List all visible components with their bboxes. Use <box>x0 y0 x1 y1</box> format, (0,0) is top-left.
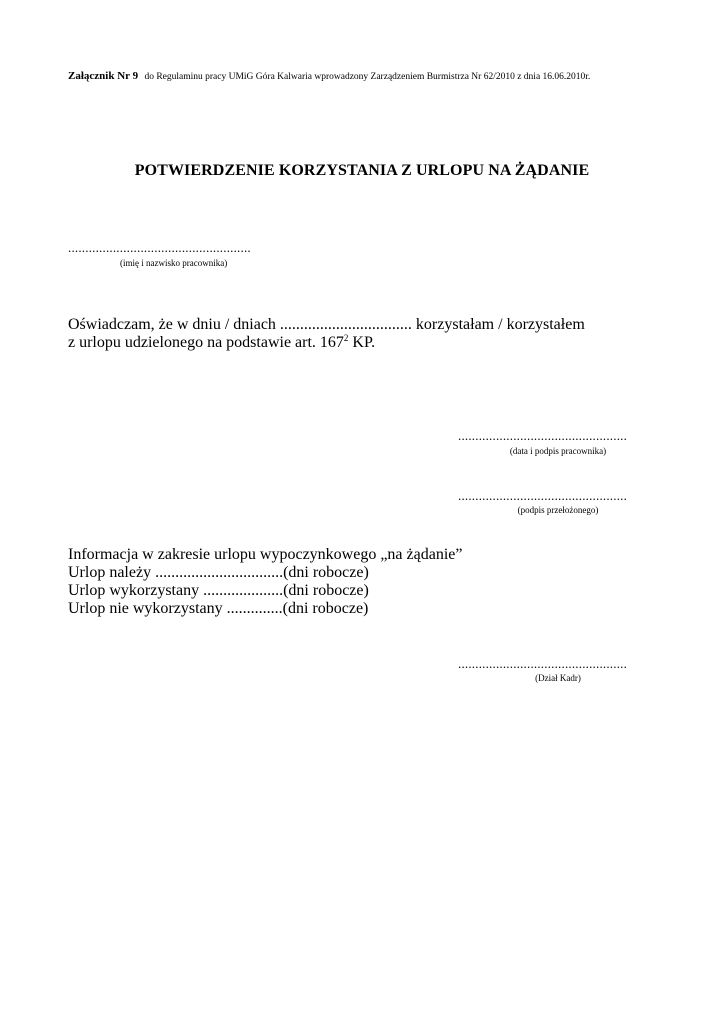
declaration-line-2 <box>68 333 375 352</box>
employee-signature-caption: (data i podpis pracownika) <box>509 446 607 456</box>
leave-entitled-row: Urlop należy ................................(dni robocze) <box>68 564 369 581</box>
attachment-text: do Regulaminu pracy UMiG Góra Kalwaria wprowadzony Zarządzeniem Burmistrza Nr 62/2010 z dnia 16.06.2010r. <box>144 72 591 82</box>
declaration-line-1: Oświadczam, że w dniu / dniach ................................. korzystałam / korzystałem <box>68 316 585 333</box>
supervisor-signature-caption: (podpis przełożonego) <box>517 505 599 515</box>
hr-signature-field: ................................................. <box>458 656 628 671</box>
hr-signature-caption: (Dział Kadr) <box>535 673 581 683</box>
attachment-label: Załącznik Nr 9 <box>68 70 139 82</box>
leave-info-title: Informacja w zakresie urlopu wypoczynkowego „na żądanie” <box>68 546 463 563</box>
employee-signature-field: ................................................. <box>458 428 628 443</box>
leave-unused-row: Urlop nie wykorzystany ..............(dni robocze) <box>68 600 369 617</box>
leave-used-row: Urlop wykorzystany ....................(dni robocze) <box>68 582 369 599</box>
declaration-article-superscript: 2 <box>343 333 349 343</box>
declaration-line-2-end: KP. <box>348 334 376 351</box>
document-title: POTWIERDZENIE KORZYSTANIA Z URLOPU NA ŻĄDANIE <box>134 162 590 179</box>
employee-name-field: ..................................................... <box>68 240 251 255</box>
attachment-header <box>68 70 590 82</box>
supervisor-signature-field: ................................................. <box>458 488 628 503</box>
declaration-line-2-text: z urlopu udzielonego na podstawie art. 167 <box>68 334 344 351</box>
employee-name-caption: (imię i nazwisko pracownika) <box>120 258 228 268</box>
